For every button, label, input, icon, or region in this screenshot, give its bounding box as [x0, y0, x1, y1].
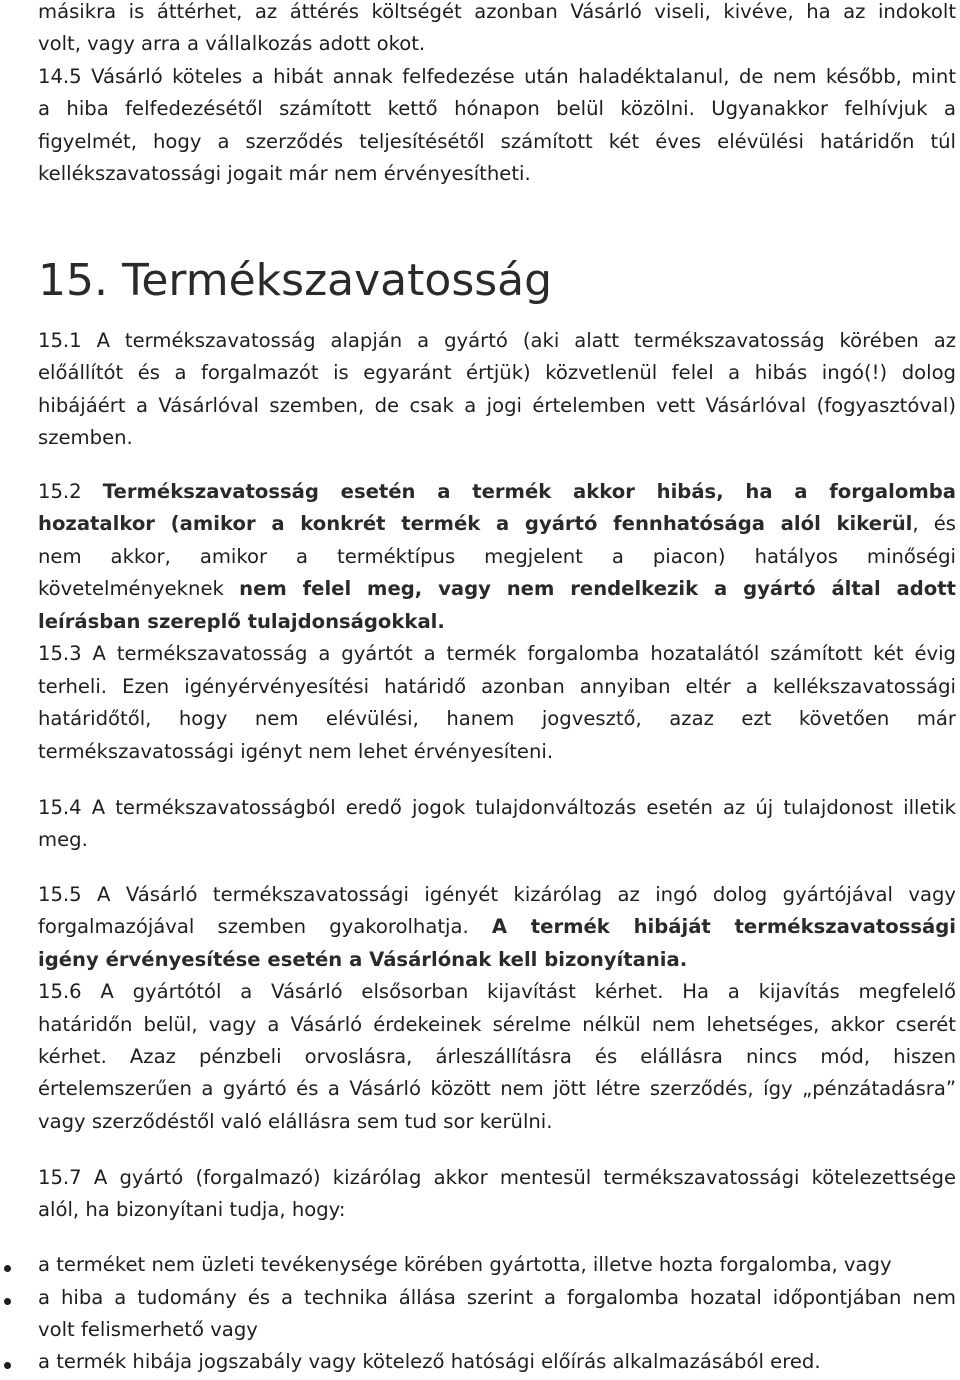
- s15-2-line-3: nem akkor, amikor a terméktípus megjelent a piacon) hatályos minőségi: [38, 545, 956, 568]
- s15-3-line-4: termékszavatossági igényt nem lehet érvényesíteni.: [38, 740, 554, 763]
- s15-2-line-2: [38, 508, 956, 541]
- bullet-dot: [4, 1298, 11, 1305]
- s15-2-line-1: [38, 476, 956, 509]
- s15-7-line-1: 15.7 A gyártó (forgalmazó) kizárólag akkor mentesül termékszavatossági kötelezettsége: [38, 1166, 956, 1189]
- bullet-2-line-2: volt felismerhető vagy: [38, 1318, 258, 1341]
- bullet-3-line-1: a termék hibája jogszabály vagy kötelező hatósági előírás alkalmazásából ered.: [38, 1350, 821, 1373]
- bullet-dot: [4, 1265, 11, 1272]
- s15-3-line-2: terheli. Ezen igényérvényesítési határidő azonban annyiban eltér a kellékszavatossági: [38, 675, 956, 698]
- s15-3-line-3: határidőtől, hogy nem elévülési, hanem jogvesztő, azaz ezt követően már: [38, 707, 956, 730]
- s15-2-line-4: [38, 573, 956, 606]
- intro-line-6: kellékszavatossági jogait már nem érvényesítheti.: [38, 162, 531, 185]
- s15-2-number: 15.2: [38, 480, 103, 503]
- s15-2-bold-5: leírásban szereplő tulajdonságokkal.: [38, 610, 445, 633]
- bullet-dot: [4, 1362, 11, 1369]
- bullet-1-line-1: a terméket nem üzleti tevékenysége körében gyártotta, illetve hozta forgalomba, vagy: [38, 1253, 892, 1276]
- s15-2-line-5: [38, 606, 956, 639]
- section-heading: 15. Termékszavatosság: [38, 255, 553, 306]
- s15-6-line-1: 15.6 A gyártótól a Vásárló elsősorban kijavítást kérhet. Ha a kijavítás megfelelő: [38, 980, 956, 1003]
- s15-6-line-4: értelemszerűen a gyártó és a Vásárló között nem jött létre szerződés, így „pénzátadásra”: [38, 1077, 956, 1100]
- intro-line-3: 14.5 Vásárló köteles a hibát annak felfedezése után haladéktalanul, de nem később, mint: [38, 65, 956, 88]
- s15-5-bold-3: igény érvényesítése esetén a Vásárlónak kell bizonyítania.: [38, 948, 688, 971]
- s15-1-line-3: hibájáért a Vásárlóval szemben, de csak a jogi értelemben vett Vásárlóval (fogyasztóval): [38, 394, 956, 417]
- s15-6-line-3: kérhet. Azaz pénzbeli orvoslásra, árleszállításra és elállásra nincs mód, hiszen: [38, 1045, 956, 1068]
- s15-4-line-1: 15.4 A termékszavatosságból eredő jogok tulajdonváltozás esetén az új tulajdonost illetik: [38, 796, 956, 819]
- intro-line-1: másikra is áttérhet, az áttérés költségét azonban Vásárló viseli, kivéve, ha az indokolt: [38, 0, 956, 23]
- s15-1-line-4: szemben.: [38, 426, 133, 449]
- s15-1-line-2: előállítót és a forgalmazót is egyaránt értjük) közvetlenül felel a hibás ingó(!) dolog: [38, 361, 956, 384]
- s15-5-line-3: [38, 944, 956, 977]
- s15-2-tail: , és: [912, 512, 956, 535]
- s15-1-line-1: 15.1 A termékszavatosság alapján a gyártó (aki alatt termékszavatosság körében az: [38, 329, 956, 352]
- s15-7-line-2: alól, ha bizonyítani tudja, hogy:: [38, 1198, 346, 1221]
- s15-2-bold-2: hozatalkor (amikor a konkrét termék a gyártó fennhatósága alól kikerül: [38, 512, 913, 535]
- s15-5-plain-2: forgalmazójával szemben gyakorolhatja.: [38, 915, 492, 938]
- bullet-2-line-1: a hiba a tudomány és a technika állása szerint a forgalomba hozatal időpontjában nem: [38, 1286, 956, 1309]
- s15-6-line-5: vagy szerződéstől való elállásra sem tud sor kerülni.: [38, 1110, 553, 1133]
- intro-line-5: figyelmét, hogy a szerződés teljesítésétől számított két éves elévülési határidőn túl: [38, 130, 956, 153]
- s15-5-line-2: [38, 911, 956, 944]
- s15-3-line-1: 15.3 A termékszavatosság a gyártót a termék forgalomba hozatalától számított két évig: [38, 642, 956, 665]
- s15-5-bold-2: A termék hibáját termékszavatossági: [491, 915, 956, 938]
- s15-6-line-2: határidőn belül, vagy a Vásárló érdekeinek sérelme nélkül nem lehetséges, akkor cserét: [38, 1013, 956, 1036]
- s15-2-plain-4: követelményeknek: [38, 577, 240, 600]
- intro-line-2: volt, vagy arra a vállalkozás adott okot.: [38, 32, 426, 55]
- intro-line-4: a hiba felfedezésétől számított kettő hónapon belül közölni. Ugyanakkor felhívjuk a: [38, 97, 956, 120]
- s15-2-bold-1: Termékszavatosság esetén a termék akkor hibás, ha a forgalomba: [102, 480, 956, 503]
- s15-4-line-2: meg.: [38, 828, 88, 851]
- s15-5-line-1: 15.5 A Vásárló termékszavatossági igényét kizárólag az ingó dolog gyártójával vagy: [38, 883, 956, 906]
- s15-2-bold-4: nem felel meg, vagy nem rendelkezik a gyártó által adott: [239, 577, 957, 600]
